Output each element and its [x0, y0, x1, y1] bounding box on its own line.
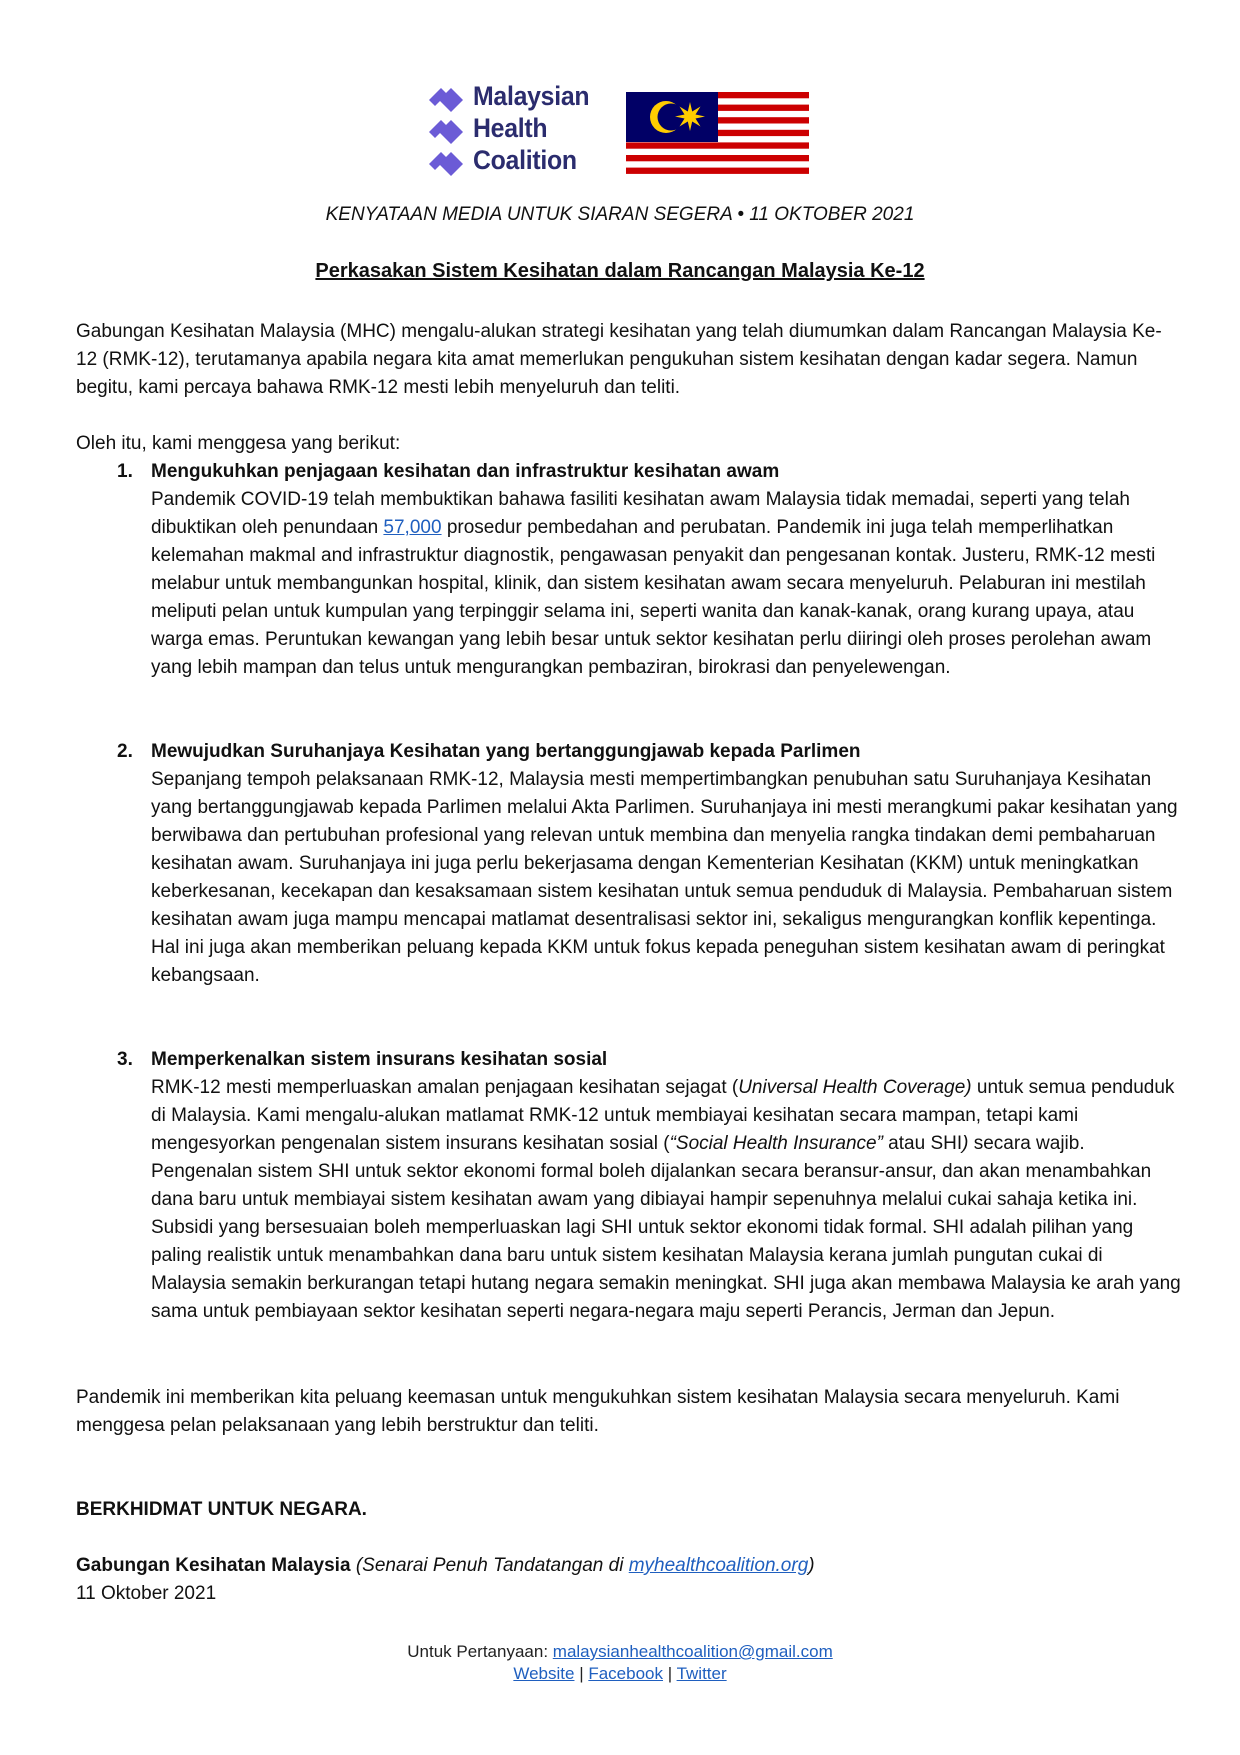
logo-text — [473, 80, 599, 176]
item-body: Sepanjang tempoh pelaksanaan RMK-12, Malaysia mesti mempertimbangkan penubuhan satu Suruhanjaya Kesihatan yang bertanggungjawab kepada Parlimen melalui Akta Parlimen. Suruhanjaya ini mesti merangkumi pakar kesihatan yang berwibawa dan pertubuhan profesional yang relevan untuk membina dan menyelia rangka tindakan demi pembaharuan kesihatan awam. Suruhanjaya ini juga perlu bekerjasama dengan Kementerian Kesihatan (KKM) untuk meningkatkan keberkesanan, kecekapan dan kesaksamaan sistem kesihatan untuk semua penduduk di Malaysia. Pembaharuan sistem kesihatan awam juga mampu mencapai matlamat desentralisasi sektor ini, sekaligus mengurangkan konflik kepentinga. Hal ini juga akan memberikan peluang kepada KKM untuk fokus kepada peneguhan sistem kesihatan awam di peringkat kebangsaan. — [151, 769, 1178, 986]
social-links — [0, 1663, 1240, 1685]
contact-line — [0, 1641, 1240, 1663]
item-body-text: secara wajib. Pengenalan sistem SHI untuk sektor ekonomi formal boleh dijalankan secara beransur-ansur, dan akan menambahkan dana baru untuk membiayai sistem kesihatan awam yang dibiayai hampir sepenuhnya melalui cukai sahaja ketika ini. Subsidi yang bersesuaian boleh memperluaskan lagi SHI untuk sektor ekonomi tidak formal. SHI adalah pilihan yang paling realistik untuk menambahkan dana baru untuk sistem kesihatan Malaysia kerana jumlah pungutan cukai di Malaysia semakin berkurangan tetapi hutang negara semakin meningkat. SHI juga akan membawa Malaysia ke arah yang sama untuk pembiayaan sektor kesihatan seperti negara-negara maju seperti Perancis, Jerman dan Jepun. — [151, 1133, 1181, 1322]
item-title: Mewujudkan Suruhanjaya Kesihatan yang bertanggungjawab kepada Parlimen — [151, 741, 861, 762]
item-body-text: atau SHI — [882, 1133, 963, 1154]
footer — [0, 1641, 1240, 1685]
signatories-link[interactable]: myhealthcoalition.org — [628, 1555, 809, 1576]
item-body-italic: “Social Health Insurance” — [669, 1133, 883, 1154]
signature-note — [356, 1555, 815, 1576]
surgery-count-link[interactable]: 57,000 — [383, 517, 442, 538]
item-content — [151, 738, 1181, 990]
item-title: Mengukuhkan penjagaan kesihatan dan infrastruktur kesihatan awam — [151, 461, 780, 482]
item-body-italic: Universal Health Coverage) — [738, 1077, 972, 1098]
link-separator: | — [663, 1664, 677, 1683]
call-lead-in: Oleh itu, kami menggesa yang berikut: — [76, 433, 401, 454]
diamond-mark-icon — [425, 84, 465, 184]
logo-line-3: Coalition — [473, 145, 577, 175]
item-content — [151, 458, 1181, 682]
item-body — [151, 1074, 1181, 1326]
item-body — [151, 486, 1181, 682]
item-body-italic: ) — [962, 1133, 969, 1154]
logo-line-1: Malaysian — [473, 81, 590, 111]
malaysia-flag-icon — [626, 92, 809, 180]
signature-line — [76, 1552, 1176, 1580]
twitter-link[interactable]: Twitter — [676, 1664, 727, 1683]
item-body-text: prosedur pembedahan and perubatan. Pandemik ini juga telah memperlihatkan kelemahan makmal and infrastruktur diagnostik, pengawasan penyakit dan pengesanan kontak. Justeru, RMK-12 mesti melabur untuk membangunkan hospital, klinik, dan sistem kesihatan awam secara menyeluruh. Pelaburan ini mestilah meliputi pelan untuk kumpulan yang terpinggir selama ini, seperti wanita dan kanak-kanak, orang kurang upaya, atau warga emas. Peruntukan kewangan yang lebih besar untuk sektor kesihatan perlu diiringi oleh proses perolehan awam yang lebih mampan dan telus untuk mengurangkan pembaziran, birokrasi dan penyelewengan. — [151, 517, 1156, 678]
release-line: KENYATAAN MEDIA UNTUK SIARAN SEGERA • 11 OKTOBER 2021 — [325, 204, 915, 225]
item-body-text: untuk semua penduduk di Malaysia. Kami mengalu-alukan matlamat RMK-12 untuk membiayai kesihatan secara mampan, tetapi kami mengesyorkan pengenalan sistem insurans kesihatan sosial ( — [151, 1077, 1175, 1154]
intro-paragraph: Gabungan Kesihatan Malaysia (MHC) mengalu-alukan strategi kesihatan yang telah diumumkan dalam Rancangan Malaysia Ke-12 (RMK-12), terutamanya apabila negara kita amat memerlukan pengukuhan sistem kesihatan dengan kadar segera. Namun begitu, kami percaya bahawa RMK-12 mesti lebih menyeluruh dan teliti. — [76, 321, 1162, 398]
item-body-text: RMK-12 mesti memperluaskan amalan penjagaan kesihatan sejagat ( — [151, 1077, 739, 1098]
contact-email-link[interactable]: malaysianhealthcoalition@gmail.com — [552, 1642, 833, 1661]
item-title: Memperkenalkan sistem insurans kesihatan sosial — [151, 1049, 608, 1070]
closing-paragraph: Pandemik ini memberikan kita peluang keemasan untuk mengukuhkan sistem kesihatan Malaysia secara menyeluruh. Kami menggesa pelan pelaksanaan yang lebih berstruktur dan teliti. — [76, 1387, 1120, 1436]
item-number: 1. — [117, 461, 133, 482]
slogan: BERKHIDMAT UNTUK NEGARA. — [76, 1499, 367, 1520]
signature-note-text: (Senarai Penuh Tandatangan di — [355, 1555, 629, 1576]
headline: Perkasakan Sistem Kesihatan dalam Rancangan Malaysia Ke-12 — [315, 260, 925, 282]
website-link[interactable]: Website — [513, 1664, 575, 1683]
facebook-link[interactable]: Facebook — [588, 1664, 664, 1683]
item-number: 2. — [117, 741, 133, 762]
contact-label: Untuk Pertanyaan: — [407, 1642, 553, 1661]
item-body-text: Pandemik COVID-19 telah membuktikan bahawa fasiliti kesihatan awam Malaysia tidak memadai, seperti yang telah dibuktikan oleh penundaan — [151, 489, 1130, 538]
item-number: 3. — [117, 1049, 133, 1070]
link-separator: | — [574, 1664, 589, 1683]
item-content — [151, 1046, 1181, 1326]
logo-line-2: Health — [473, 113, 548, 143]
signature-date: 11 Oktober 2021 — [76, 1583, 217, 1604]
signature-note-text: ) — [808, 1555, 815, 1576]
signature-org: Gabungan Kesihatan Malaysia — [76, 1555, 351, 1576]
